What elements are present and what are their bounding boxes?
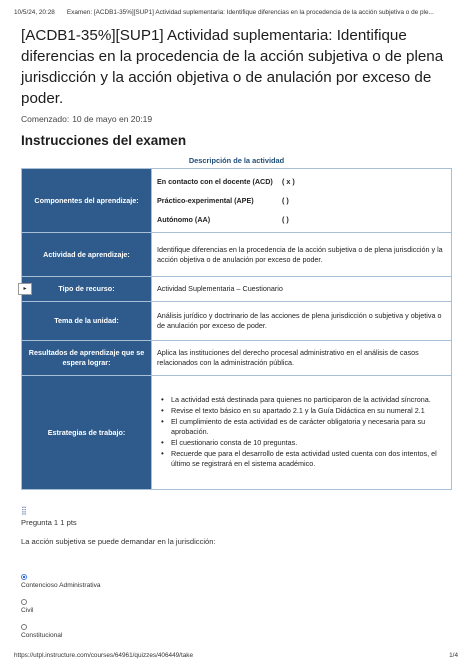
list-item: • Revise el texto básico en su apartado 2.1 y la Guía Didáctica en su numeral 2.1 xyxy=(161,406,446,416)
learning-activity-value: Identifique diferencias en la procedencia de la acción subjetiva o de plena jurisdicción y la acción objetiva o de anulación por exceso de poder. xyxy=(152,233,452,277)
drag-handle-icon[interactable]: ⣿ xyxy=(21,506,27,515)
list-item: • Recuerde que para el desarrollo de esta actividad usted cuenta con dos intentos, el último se registrará en el sistema académico. xyxy=(161,449,446,469)
print-url: https://utpl.instructure.com/courses/64961/quizzes/406449/take xyxy=(14,652,194,659)
component-mark: ( x ) xyxy=(282,176,295,186)
print-page-title: Examen: [ACDB1-35%][SUP1] Actividad suplementaria: Identifique diferencias en la procedencia de la acción subjetiva o de ple... xyxy=(66,9,434,16)
components-label: Componentes del aprendizaje: xyxy=(22,169,152,233)
table-row xyxy=(22,302,452,341)
expected-results-value: Aplica las instituciones del derecho procesal administrativo en el análisis de casos relacionados con la administración pública. xyxy=(152,341,452,376)
component-mark: ( ) xyxy=(282,195,289,205)
component-item xyxy=(157,172,446,191)
expected-results-label: Resultados de aprendizaje que se espera lograr: xyxy=(22,341,152,376)
activity-caption: Descripción de la actividad xyxy=(188,156,285,165)
radio-unselected-icon[interactable] xyxy=(21,624,27,630)
answer-option-label: Contencioso Administrativa xyxy=(21,582,101,589)
answer-option[interactable] xyxy=(21,574,101,589)
print-page-number: 1/4 xyxy=(449,652,458,659)
strategies-value xyxy=(152,376,452,490)
list-item: • El cumplimiento de esta actividad es de carácter obligatoria y necesaria para su aprobación. xyxy=(161,417,446,437)
component-name: Práctico-experimental (APE) xyxy=(157,195,254,205)
resource-type-label xyxy=(22,277,152,302)
started-info xyxy=(21,114,155,124)
list-item: • El cuestionario consta de 10 preguntas. xyxy=(161,438,446,448)
page-title: [ACDB1-35%][SUP1] Actividad suplementaria: Identifique diferencias en la procedencia de la acción subjetiva o de plena jurisdicción y la acción objetiva o de anulación por exceso de poder. xyxy=(21,27,444,107)
table-row xyxy=(22,233,452,277)
components-value xyxy=(152,169,452,233)
answer-option[interactable] xyxy=(21,624,62,639)
list-item: • La actividad está destinada para quienes no participaron de la actividad síncrona. xyxy=(161,395,446,405)
table-row xyxy=(22,169,452,233)
print-header xyxy=(14,9,464,16)
unit-topic-label: Tema de la unidad: xyxy=(22,302,152,341)
print-timestamp: 10/5/24, 20:28 xyxy=(14,9,55,16)
play-icon[interactable]: ▸ xyxy=(18,283,32,295)
strategies-label: Estrategias de trabajo: xyxy=(22,376,152,490)
resource-type-label-text: Tipo de recurso: xyxy=(58,284,115,293)
answer-option-label: Constitucional xyxy=(21,632,63,639)
resource-type-value: Actividad Suplementaria – Cuestionario xyxy=(152,277,452,302)
component-item xyxy=(157,191,446,210)
table-row xyxy=(22,341,452,376)
answer-option-label: Civil xyxy=(21,607,34,614)
component-name: Autónomo (AA) xyxy=(157,214,211,224)
started-label: Comenzado: xyxy=(21,114,70,124)
table-row xyxy=(22,277,452,302)
unit-topic-value: Análisis jurídico y doctrinario de las acciones de plena jurisdicción o subjetiva y objetiva o de anulación por exceso de poder. xyxy=(152,302,452,341)
component-name: En contacto con el docente (ACD) xyxy=(157,176,273,186)
section-title: Instrucciones del examen xyxy=(21,133,187,148)
answer-option[interactable] xyxy=(21,599,33,614)
component-mark: ( ) xyxy=(282,214,289,224)
radio-selected-icon[interactable] xyxy=(21,574,27,580)
table-row xyxy=(22,376,452,490)
question-text: La acción subjetiva se puede demandar en la jurisdicción: xyxy=(21,537,216,546)
radio-unselected-icon[interactable] xyxy=(21,599,27,605)
strategies-list xyxy=(157,395,446,469)
question-header: Pregunta 1 1 pts xyxy=(21,518,77,527)
learning-activity-label: Actividad de aprendizaje: xyxy=(22,233,152,277)
component-item xyxy=(157,210,446,229)
print-footer xyxy=(14,652,458,659)
activity-table xyxy=(21,168,452,490)
started-value: 10 de mayo en 20:19 xyxy=(72,114,153,124)
